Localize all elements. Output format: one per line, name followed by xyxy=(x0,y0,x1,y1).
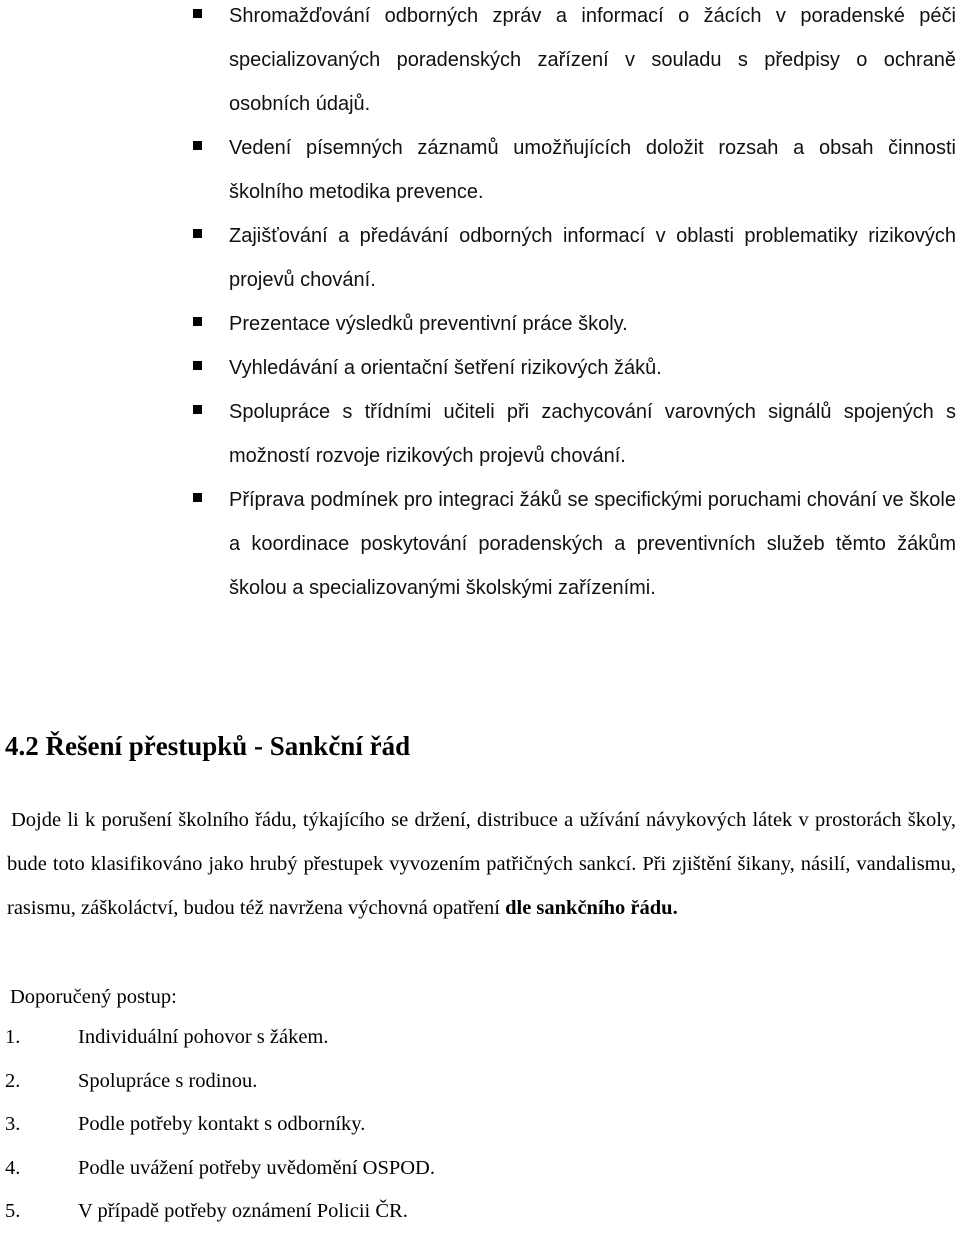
step-number: 4. xyxy=(5,1156,21,1179)
list-item-text: Vyhledávání a orientační šetření rizikových žáků. xyxy=(229,357,662,379)
responsibilities-list xyxy=(190,0,956,610)
list-item-text: Spolupráce s třídními učiteli při zachycování varovných signálů spojených s možností rozvoje rizikových projevů chování. xyxy=(229,401,956,467)
step-text: Spolupráce s rodinou. xyxy=(78,1069,258,1092)
step-item xyxy=(5,1060,435,1104)
paragraph-bold-text: dle sankčního řádu. xyxy=(505,897,678,919)
step-number: 5. xyxy=(5,1200,21,1222)
step-item xyxy=(5,1103,435,1147)
step-item xyxy=(5,1147,435,1191)
step-text: Podle uvážení potřeby uvědomění OSPOD. xyxy=(78,1156,435,1179)
list-item xyxy=(190,346,956,390)
square-bullet-icon xyxy=(193,405,202,414)
square-bullet-icon xyxy=(193,317,202,326)
section-heading: 4.2 Řešení přestupků - Sankční řád xyxy=(5,731,411,761)
list-item xyxy=(190,478,956,610)
list-item xyxy=(190,390,956,478)
square-bullet-icon xyxy=(193,493,202,502)
procedure-label: Doporučený postup: xyxy=(10,986,177,1008)
square-bullet-icon xyxy=(193,229,202,238)
list-item xyxy=(190,126,956,214)
step-number: 2. xyxy=(5,1069,21,1092)
section-paragraph xyxy=(7,798,956,930)
step-text: V případě potřeby oznámení Policii ČR. xyxy=(78,1200,408,1222)
square-bullet-icon xyxy=(193,141,202,150)
list-item-text: Vedení písemných záznamů umožňujících doložit rozsah a obsah činnosti školního metodika prevence. xyxy=(229,137,956,203)
step-number: 3. xyxy=(5,1113,21,1135)
list-item-text: Prezentace výsledků preventivní práce školy. xyxy=(229,313,628,335)
square-bullet-icon xyxy=(193,361,202,370)
step-item xyxy=(5,1016,435,1060)
list-item xyxy=(190,0,956,126)
list-item xyxy=(190,214,956,302)
step-item xyxy=(5,1190,435,1234)
step-number: 1. xyxy=(5,1026,21,1048)
list-item xyxy=(190,302,956,346)
list-item-text: Shromažďování odborných zpráv a informací o žácích v poradenské péči specializovaných poradenských zařízení v souladu s předpisy o ochraně osobních údajů. xyxy=(229,5,956,115)
step-text: Podle potřeby kontakt s odborníky. xyxy=(78,1113,366,1135)
procedure-steps-list xyxy=(5,1016,435,1234)
square-bullet-icon xyxy=(193,9,202,18)
paragraph-text: Dojde li k porušení školního řádu, týkajícího se držení, distribuce a užívání návykových látek v prostorách školy, bude toto klasifikováno jako hrubý přestupek vyvozením patřičných sankcí. Při zjištění šikany, násilí, vandalismu, rasismu, záškoláctví, budou též navržena výchovná opatření xyxy=(7,809,956,919)
step-text: Individuální pohovor s žákem. xyxy=(78,1026,329,1048)
list-item-text: Příprava podmínek pro integraci žáků se specifickými poruchami chování ve škole a koordinace poskytování poradenských a preventivních služeb těmto žákům školou a specializovanými školskými zařízeními. xyxy=(229,489,956,599)
list-item-text: Zajišťování a předávání odborných informací v oblasti problematiky rizikových projevů chování. xyxy=(229,225,956,291)
